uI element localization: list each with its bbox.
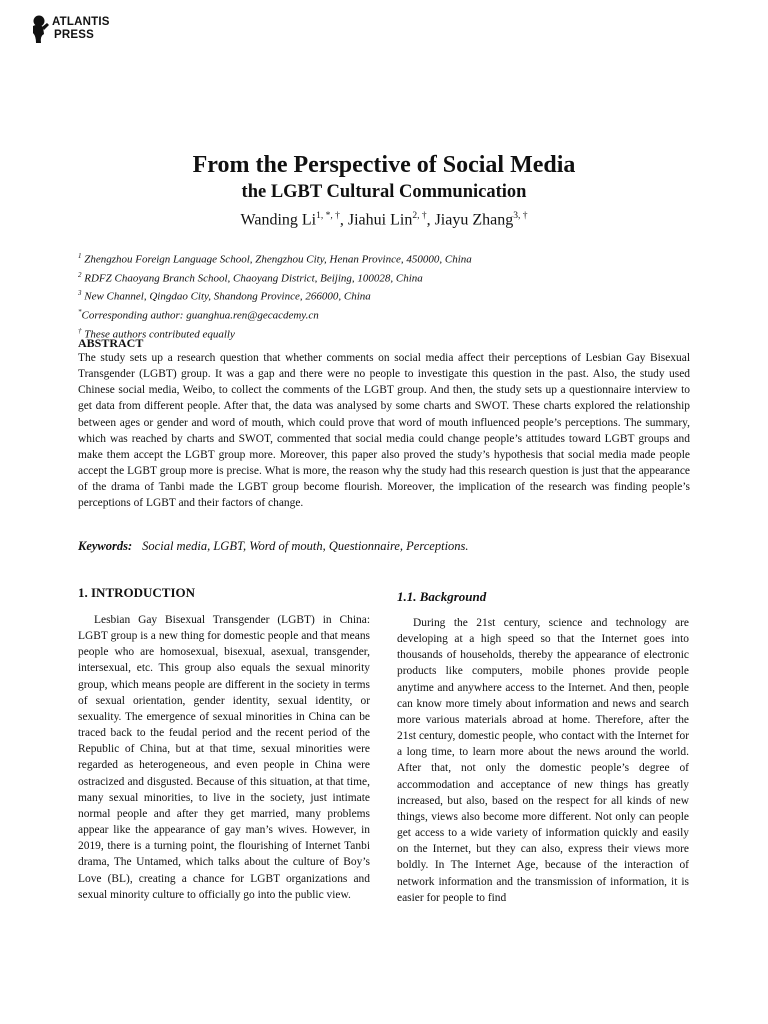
paper-subtitle: the LGBT Cultural Communication <box>241 182 527 202</box>
affiliation-line: $^3$ New Channel, Qingdao City, Shandong Province, 266000, China <box>78 289 371 303</box>
background-text: During the 21st century, science and technology are developing at a high speed so that the Internet goes into thousands of households, thereby the appearance of electronic products like computers, mobile phones provide people anytime and anywhere access to the Internet. And then, people can know more timely about information and news and search more various materials abroad at home. Therefore, after the 21st century, domestic people, who contact with the Internet for a long time, to learn more about the news around the world. After that, not only the domestic people’s degree of accommodation and acceptance of new things has greatly increased, but also, based on the respect for all kinds of new things, views also become more different. Not only can people get access to a wide variety of information quickly and easily on the Internet, but they can also, express their views more boldly. In The Internet Age, because of the interaction of network information and the transmission of information, it is easier for people to find <box>397 617 689 904</box>
author-list: Wanding $Li^{1, *, \dagger}$, Jiahui Lin$^{2, \dagger}$, Jiayu Zhang$^{3, \dagger}$ <box>240 211 528 229</box>
author-affiliation-mark: 1, *, † <box>316 211 340 221</box>
introduction-body <box>78 612 370 903</box>
affiliation-line: $^1$ Zhengzhou Foreign Language School, Zhengzhou City, Henan Province, 450000, China <box>78 252 472 266</box>
author-name: Jiahui Lin <box>347 211 413 229</box>
author-name: Wanding Li <box>240 211 317 229</box>
affiliation-list <box>78 249 472 342</box>
background-body <box>397 615 689 906</box>
keywords-label: Keywords: <box>78 539 133 553</box>
keywords-line <box>78 539 469 554</box>
paper-title: From the Perspective of Social Media <box>192 152 576 178</box>
atlantis-press-logo <box>30 14 130 46</box>
abstract-heading: ABSTRACT <box>78 336 144 350</box>
subsection-heading-background: 1.1. Background <box>397 589 487 604</box>
corresponding-author-line: *Corresponding author: guanghua.ren@gecacdemy.cn <box>78 307 319 322</box>
atlas-figure-icon <box>30 14 54 44</box>
abstract-body: The study sets up a research question that whether comments on social media affect their perceptions of Lesbian Gay Bisexual Transgender (LGBT) group. It was a gap and there were no people to investigate this question in the past. Also, the study used Chinese social media, Weibo, to collect the comments of the LGBT group. And then, the study sets up a questionnaire interview to get data from different people. After that, the data was analysed by some charts and SWOT. These charts explored the relationship between ages or gender and word of mouth, which could prove that word of mouth influenced people’s perceptions. The summary, which was reached by charts and SWOT, commented that social media could change people’s attitudes toward LGBT groups and make them accept the LGBT group more. Moreover, this paper also proved the study’s hypothesis that social media made people accept the LGBT group more is precise. What is more, the reason why the study had this research question is just that the appearance of the drama of Tanbi made the LGBT group become flourish. Moreover, the implication of the research was finding people’s perceptions of LGBT and their factors of change. <box>78 352 690 510</box>
affiliation-line: $^2$ RDFZ Chaoyang Branch School, Chaoyang District, Beijing, 100028, China <box>78 270 423 285</box>
section-heading-introduction: 1. INTRODUCTION <box>78 585 196 600</box>
keywords-text: Social media, LGBT, Word of mouth, Questionnaire, Perceptions. <box>142 539 469 553</box>
publisher-name: ATLANTIS PRESS <box>52 16 110 41</box>
equal-contribution-note: † These authors contributed equally <box>78 326 235 341</box>
introduction-text: Lesbian Gay Bisexual Transgender (LGBT) in China: LGBT group is a new thing for domestic people and that means people who are homosexual, bisexual, asexual, transgender, intersexual, etc. This group also equals the sexual minority group, which means people are different in the society in terms of sexual orientation, gender identity, sexual identity, or sexuality. The emergence of sexual minorities in China can be traced back to the feudal period and the recent period of the Republic of China, but at that time, sexual minorities were regarded as heterogeneous, and even people in China were ostracized and disgusted. Because of this situation, at that time, many sexual minorities, to live in the society, just intimate normal people and after they get married, many problems appear like the appearance of gay man’s wives. However, in 2019, there is a turning point, the flourishing of Internet Tanbi drama, The Untamed, which talks about the culture of Boy’s Love (BL), creating a chance for LGBT organizations and sexual minority culture to officially go into the public view. <box>78 614 370 901</box>
author-affiliation-mark: 3, † <box>513 211 528 221</box>
author-affiliation-mark: 2, † <box>412 211 427 221</box>
author-name: Jiayu Zhang <box>434 211 514 229</box>
